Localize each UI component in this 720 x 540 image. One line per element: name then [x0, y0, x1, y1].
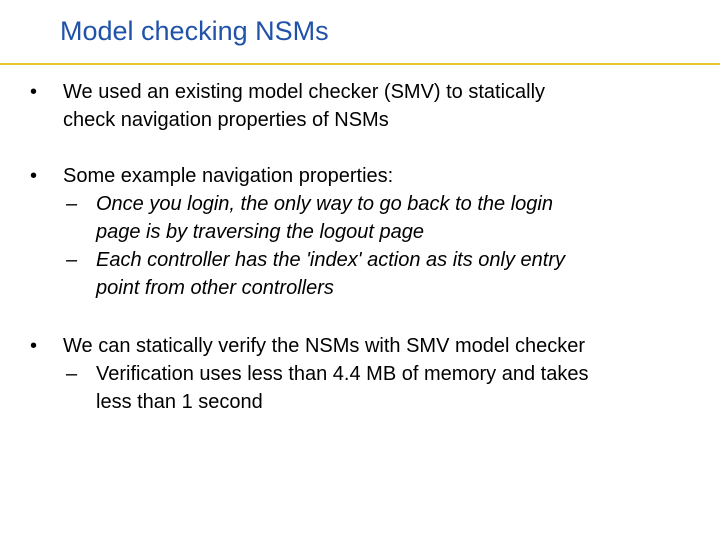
bullet-item: [30, 162, 700, 190]
sub-bullet-text-line: less than 1 second: [96, 391, 263, 413]
sub-bullet-text-line: Once you login, the only way to go back to the login: [96, 193, 553, 215]
bullet-marker: •: [30, 335, 38, 357]
bullet-text-line: Some example navigation properties:: [63, 165, 394, 187]
bullet-text-line: check navigation properties of NSMs: [63, 109, 389, 131]
sub-bullet-marker: –: [66, 363, 78, 385]
sub-bullet-item: [30, 246, 700, 302]
title-divider: [0, 63, 720, 65]
sub-bullet-text-line: page is by traversing the logout page: [96, 221, 424, 243]
slide-title: Model checking NSMs: [60, 16, 329, 46]
sub-bullet-text-line: Verification uses less than 4.4 MB of memory and takes: [96, 363, 589, 385]
bullet-item: [30, 332, 700, 360]
sub-bullet-marker: –: [66, 193, 78, 215]
bullet-text-line: We can statically verify the NSMs with SMV model checker: [63, 335, 586, 357]
sub-bullet-item: [30, 360, 700, 416]
bullet-text-line: We used an existing model checker (SMV) to statically: [63, 81, 546, 103]
bullet-marker: •: [30, 81, 38, 103]
bullet-item: [30, 78, 700, 134]
sub-bullet-marker: –: [66, 249, 78, 271]
sub-bullet-text-line: point from other controllers: [96, 277, 334, 299]
slide-content: [30, 78, 700, 416]
sub-bullet-text-line: Each controller has the 'index' action as its only entry: [96, 249, 565, 271]
bullet-marker: •: [30, 165, 38, 187]
sub-bullet-item: [30, 190, 700, 246]
